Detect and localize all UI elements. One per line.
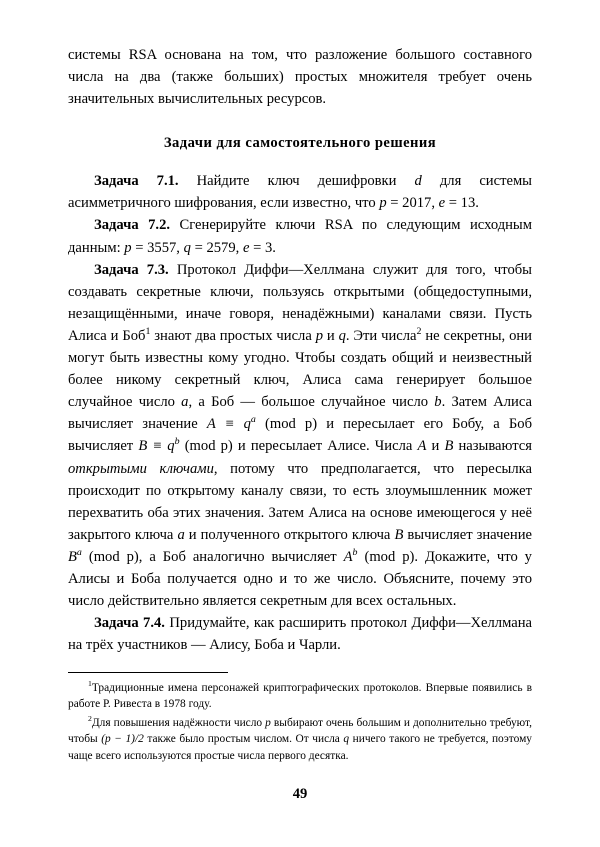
task-7-4-label: Задача 7.4.	[94, 615, 165, 632]
task-7-3-seg-5: , а Боб — большое случайное число	[188, 394, 429, 411]
task-7-3-var-B: B	[444, 438, 454, 455]
task-7-3-seg-2: знают два простых числа	[154, 327, 312, 344]
formula-b-power-a: B	[68, 548, 77, 565]
formula-b-power-a-exponent: a	[76, 547, 82, 559]
task-7-3	[68, 259, 532, 613]
task-7-3-seg-14: . Докажите, что у Алисы и Боба получается одно и то же число. Объясните, почему это число действительно является секретным для всех остальных.	[68, 548, 532, 610]
task-7-2-val-e: = 3.	[253, 239, 276, 256]
task-7-3-label: Задача 7.3.	[94, 261, 169, 278]
task-7-1-eq-2: = 13.	[448, 195, 479, 212]
task-7-1-eq-1: = 2017,	[390, 195, 435, 212]
formula-b-congruent-q: B ≡ q	[138, 438, 175, 455]
continued-paragraph	[68, 44, 532, 110]
footnote-separator-rule	[68, 672, 228, 673]
footnote-zone	[68, 672, 532, 764]
formula-b-power-a-mod: (mod p)	[88, 548, 139, 565]
task-7-1	[68, 170, 532, 214]
task-7-1-label: Задача 7.1.	[94, 173, 179, 190]
task-7-3-seg-6: . Затем Алиса вычисляет значение	[68, 394, 532, 433]
formula-a-power-b-mod: (mod p)	[364, 548, 415, 565]
task-7-1-var-p: p	[379, 195, 387, 212]
footnote-2-var-p: p	[265, 716, 271, 729]
page-number: 49	[292, 786, 308, 802]
footnote-2-seg-3: также было простым числом. От числа	[147, 733, 340, 746]
task-7-3-var-a2: a	[177, 526, 185, 543]
task-7-1-text-2: для системы асимметричного шифрования, если известно, что	[68, 173, 532, 212]
footnote-1	[68, 680, 532, 713]
task-7-3-seg-11: и полученного открытого ключа	[188, 526, 391, 543]
task-7-3-seg-13: , а Боб аналогично вычисляет	[138, 548, 337, 565]
task-7-2-val-p: = 3557,	[135, 239, 180, 256]
task-7-3-seg-1: Протокол Диффи—Хеллмана служит для того, чтобы создавать секретные ключи, пользуясь открытыми (общедоступными, незащищёнными, иначе говоря, ненадёжными) каналами связи. Пусть Алиса и Боб	[68, 261, 532, 344]
formula-b-mod: (mod p)	[184, 438, 233, 455]
task-7-3-var-b: b	[434, 394, 442, 411]
task-7-4-text-1: Придумайте, как расширить протокол Диффи—Хеллмана на трёх участников — Алису, Боба и Чарли.	[68, 615, 532, 654]
task-7-3-var-A: A	[417, 438, 427, 455]
task-7-2-val-q: = 2579,	[194, 239, 240, 256]
formula-a-exponent: a	[250, 414, 256, 426]
task-7-2-text-1: Сгенерируйте ключи RSA по следующим исходным данным:	[68, 217, 532, 256]
task-7-3-seg-10: , потому что предполагается, что пересылка происходит по открытому каналу связи, то есть злоумышленник может перехватить оба этих значения. Затем Алиса на основе имеющегося у неё закрытого ключа	[68, 460, 532, 543]
formula-a-congruent-q: A ≡ q	[206, 416, 251, 433]
task-7-1-var-d: d	[414, 173, 422, 190]
formula-a-mod: (mod p)	[264, 416, 318, 433]
footnote-1-text: Традиционные имена персонажей криптографических протоколов. Впервые появились в работе Р. Ривеста в 1978 году.	[68, 682, 532, 711]
formula-a-power-b-exponent: b	[352, 547, 358, 559]
task-7-3-var-a: a	[181, 394, 189, 411]
task-7-3-conj-1: и	[326, 327, 335, 344]
task-7-4	[68, 612, 532, 656]
continued-paragraph-text: системы RSA основана на том, что разложение большого составного числа на два (также больших) простых множителя требует очень значительных вычислительных ресурсов.	[68, 47, 532, 108]
page-content	[68, 44, 532, 656]
footnote-2-formula: (p − 1)/2	[101, 733, 144, 746]
task-7-2-var-q: q	[183, 239, 191, 256]
task-7-3-seg-3: . Эти числа	[345, 327, 417, 344]
footnote-2-seg-1: Для повышения надёжности число	[91, 716, 263, 729]
footnote-2-seg-2: выбирают очень большим и дополнительно требуют, чтобы	[68, 716, 532, 746]
task-7-3-seg-8: и пересылает Алисе. Числа	[237, 438, 413, 455]
footnote-2	[68, 715, 532, 764]
task-7-2-var-p: p	[124, 239, 132, 256]
footnote-1-marker: 1	[88, 679, 92, 689]
task-7-3-seg-12: вычисляет значение	[407, 526, 532, 543]
task-7-2-label: Задача 7.2.	[94, 217, 171, 234]
formula-b-exponent: b	[174, 436, 180, 448]
task-7-3-emphasis-open-keys: открытыми ключами	[68, 460, 214, 477]
task-7-1-var-e: e	[438, 195, 446, 212]
task-7-3-var-B2: B	[394, 526, 404, 543]
task-7-1-text-1: Найдите ключ дешифровки	[196, 173, 397, 190]
task-7-2-var-e: e	[242, 239, 250, 256]
formula-a-power-b: A	[343, 548, 353, 565]
footnote-2-var-q: q	[343, 733, 350, 746]
footnote-2-seg-4: ничего такого не требуется, поэтому чаще всего используются простые числа первого десятка.	[68, 733, 532, 762]
footnote-ref-2[interactable]: 2	[416, 326, 422, 338]
task-7-3-seg-9: называются	[458, 438, 532, 455]
task-7-3-conj-2: и	[431, 438, 440, 455]
task-7-3-var-p: p	[315, 327, 323, 344]
task-7-3-var-q: q	[338, 327, 346, 344]
section-heading: Задачи для самостоятельного решения	[163, 135, 437, 152]
task-7-3-seg-4: не секретны, они могут быть известны кому угодно. Чтобы создать общий и неизвестный более никому секретный ключ, Алиса сама генерирует большое случайное число	[68, 327, 532, 411]
task-7-2	[68, 214, 532, 258]
task-7-3-seg-7: и пересылает его Бобу, а Боб вычисляет	[68, 416, 532, 455]
footnote-2-marker: 2	[88, 714, 92, 724]
footnote-ref-1[interactable]: 1	[145, 326, 151, 338]
